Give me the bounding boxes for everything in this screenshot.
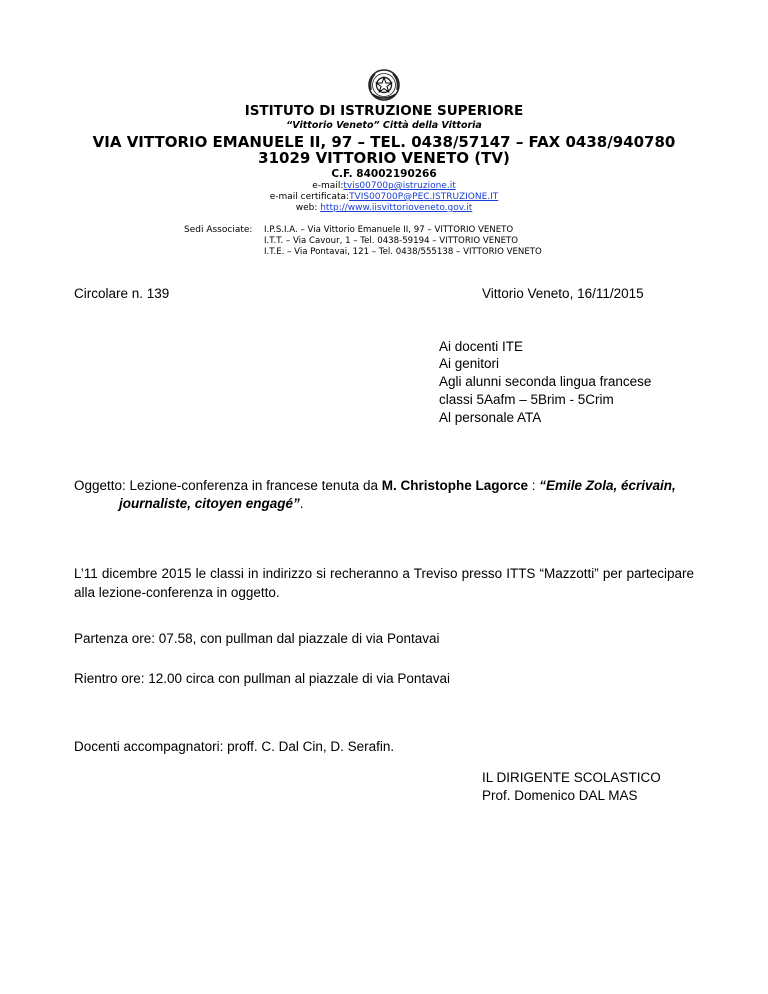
- subject-period: .: [299, 496, 304, 511]
- circular-number: Circolare n. 139: [74, 286, 170, 301]
- circular-date: Vittorio Veneto, 16/11/2015: [482, 286, 644, 301]
- subject-title-end: journaliste, citoyen engagé”: [119, 496, 300, 511]
- signature-role: IL DIRIGENTE SCOLASTICO: [482, 770, 661, 785]
- pec-line: [0, 192, 768, 202]
- signature-name: Prof. Domenico DAL MAS: [482, 788, 638, 803]
- recipient-item: Ai docenti ITE: [439, 339, 524, 354]
- body-paragraph: L’11 dicembre 2015 le classi in indirizzo si recheranno a Treviso presso ITTS “Mazzotti” per partecipare alla lezione-conferenza in oggetto.: [74, 566, 694, 600]
- sede-item: I.T.T. – Via Cavour, 1 – Tel. 0438-59194 – VITTORIO VENETO: [264, 236, 519, 246]
- email-line: [0, 181, 768, 191]
- sede-item: I.T.E. – Via Pontavai, 121 – Tel. 0438/555138 – VITTORIO VENETO: [264, 247, 542, 257]
- subject-separator: :: [527, 478, 540, 493]
- sedi-label: Sedi Associate:: [184, 225, 253, 235]
- recipient-item: Al personale ATA: [439, 410, 542, 425]
- institute-name: ISTITUTO DI ISTRUZIONE SUPERIORE: [244, 103, 524, 119]
- web-line: [0, 203, 768, 213]
- address-line: VIA VITTORIO EMANUELE II, 97 – TEL. 0438/57147 – FAX 0438/940780: [92, 133, 676, 151]
- subject-speaker: M. Christophe Lagorce: [381, 478, 528, 493]
- email-label: e-mail:: [312, 181, 344, 191]
- italian-republic-emblem-icon: [367, 68, 401, 102]
- recipient-item: classi 5Aafm – 5Brim - 5Crim: [439, 392, 614, 407]
- email-link[interactable]: tvis00700p@istruzione.it: [343, 181, 456, 191]
- subject-line: [74, 478, 676, 493]
- departure-info: Partenza ore: 07.58, con pullman dal piazzale di via Pontavai: [74, 631, 440, 646]
- web-link[interactable]: http://www.iisvittorioveneto.gov.it: [320, 203, 473, 213]
- subject-title-start: “Emile Zola, écrivain,: [539, 478, 676, 493]
- return-info: Rientro ore: 12.00 circa con pullman al piazzale di via Pontavai: [74, 671, 450, 686]
- subject-line-continued: [119, 496, 304, 511]
- pec-link[interactable]: TVIS00700P@PEC.ISTRUZIONE.IT: [349, 192, 499, 202]
- city-line: 31029 VITTORIO VENETO (TV): [258, 149, 510, 167]
- sede-item: I.P.S.I.A. – Via Vittorio Emanuele II, 97 – VITTORIO VENETO: [264, 225, 514, 235]
- recipient-item: Ai genitori: [439, 356, 500, 371]
- companions-info: Docenti accompagnatori: proff. C. Dal Cin, D. Serafin.: [74, 739, 395, 754]
- institute-subtitle: “Vittorio Veneto” Città della Vittoria: [286, 120, 482, 131]
- recipient-item: Agli alunni seconda lingua francese: [439, 374, 652, 389]
- web-label: web:: [295, 203, 321, 213]
- fiscal-code: C.F. 84002190266: [331, 168, 437, 180]
- pec-label: e-mail certificata:: [269, 192, 350, 202]
- subject-prefix: Oggetto: Lezione-conferenza in francese tenuta da: [74, 478, 382, 493]
